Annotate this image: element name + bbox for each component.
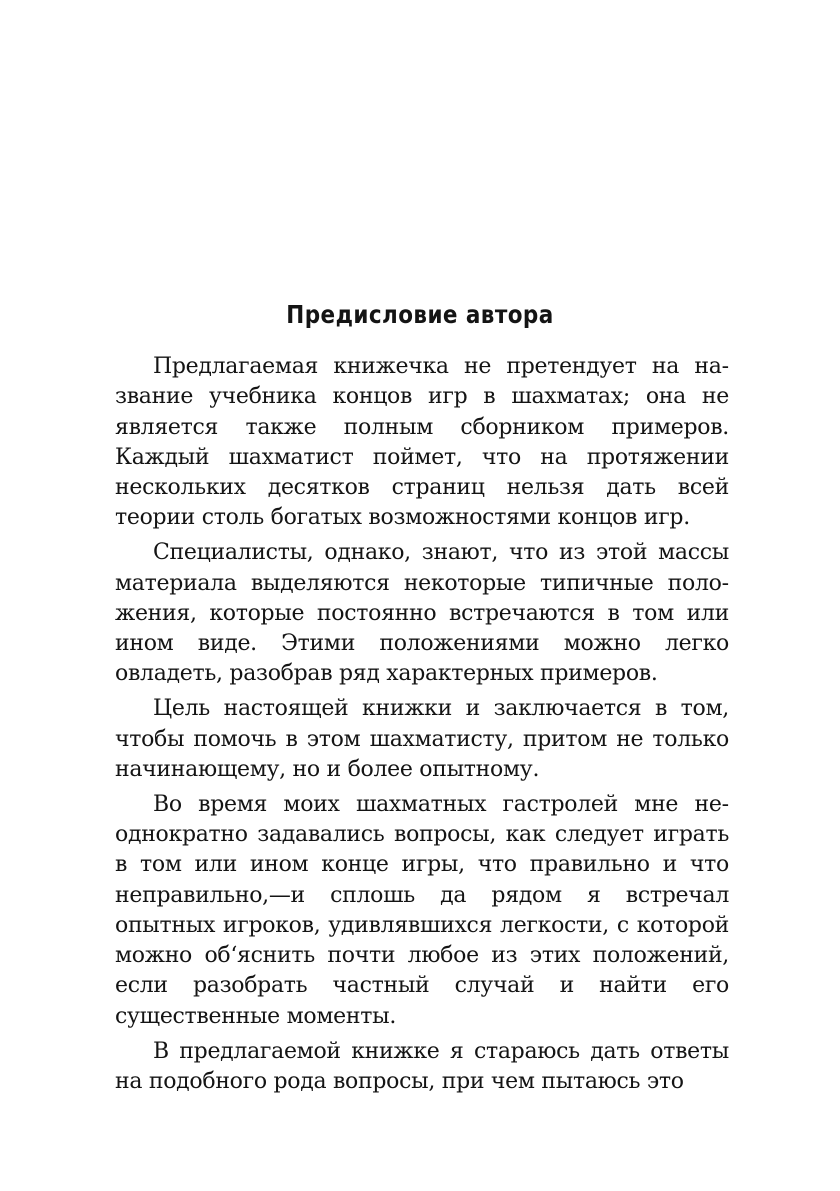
paragraph-5: В предлагаемой книжке я стараюсь дать ответы на подобного рода вопросы, при чем пытаюсь это bbox=[115, 1038, 729, 1094]
paragraph-3: Цель настоящей книжки и заключается в том, чтобы помочь в этом шахматисту, притом не только начинающему, но и более опытному. bbox=[115, 696, 729, 782]
paragraph-2: Специалисты, однако, знают, что из этой массы материала выделяются некоторые типичные положения, которые постоянно встречаются в том или ином виде. Этими положениями можно легко овладеть, разобрав ряд характерных примеров. bbox=[115, 540, 729, 687]
paragraph-1: Предлагаемая книжечка не претендует на название учебника концов игр в шахматах; она не является также полным сборником примеров. Каждый шахматист поймет, что на протяжении нескольких десятков страниц нельзя дать всей теории столь богатых возможностями концов игр. bbox=[115, 354, 729, 531]
paragraph-4: Во время моих шахматных гастролей мне неоднократно задавались вопросы, как следует играть в том или ином конце игры, что правильно и что неправильно,—и сплошь да рядом я встречал опытных игроков, удивлявшихся легкости, с которой можно об‘яснить почти любое из этих положений, если разобрать частный случай и найти его существенные моменты. bbox=[115, 791, 729, 1029]
preface-text bbox=[115, 352, 729, 1097]
page-title: Предисловие автора bbox=[286, 300, 554, 329]
